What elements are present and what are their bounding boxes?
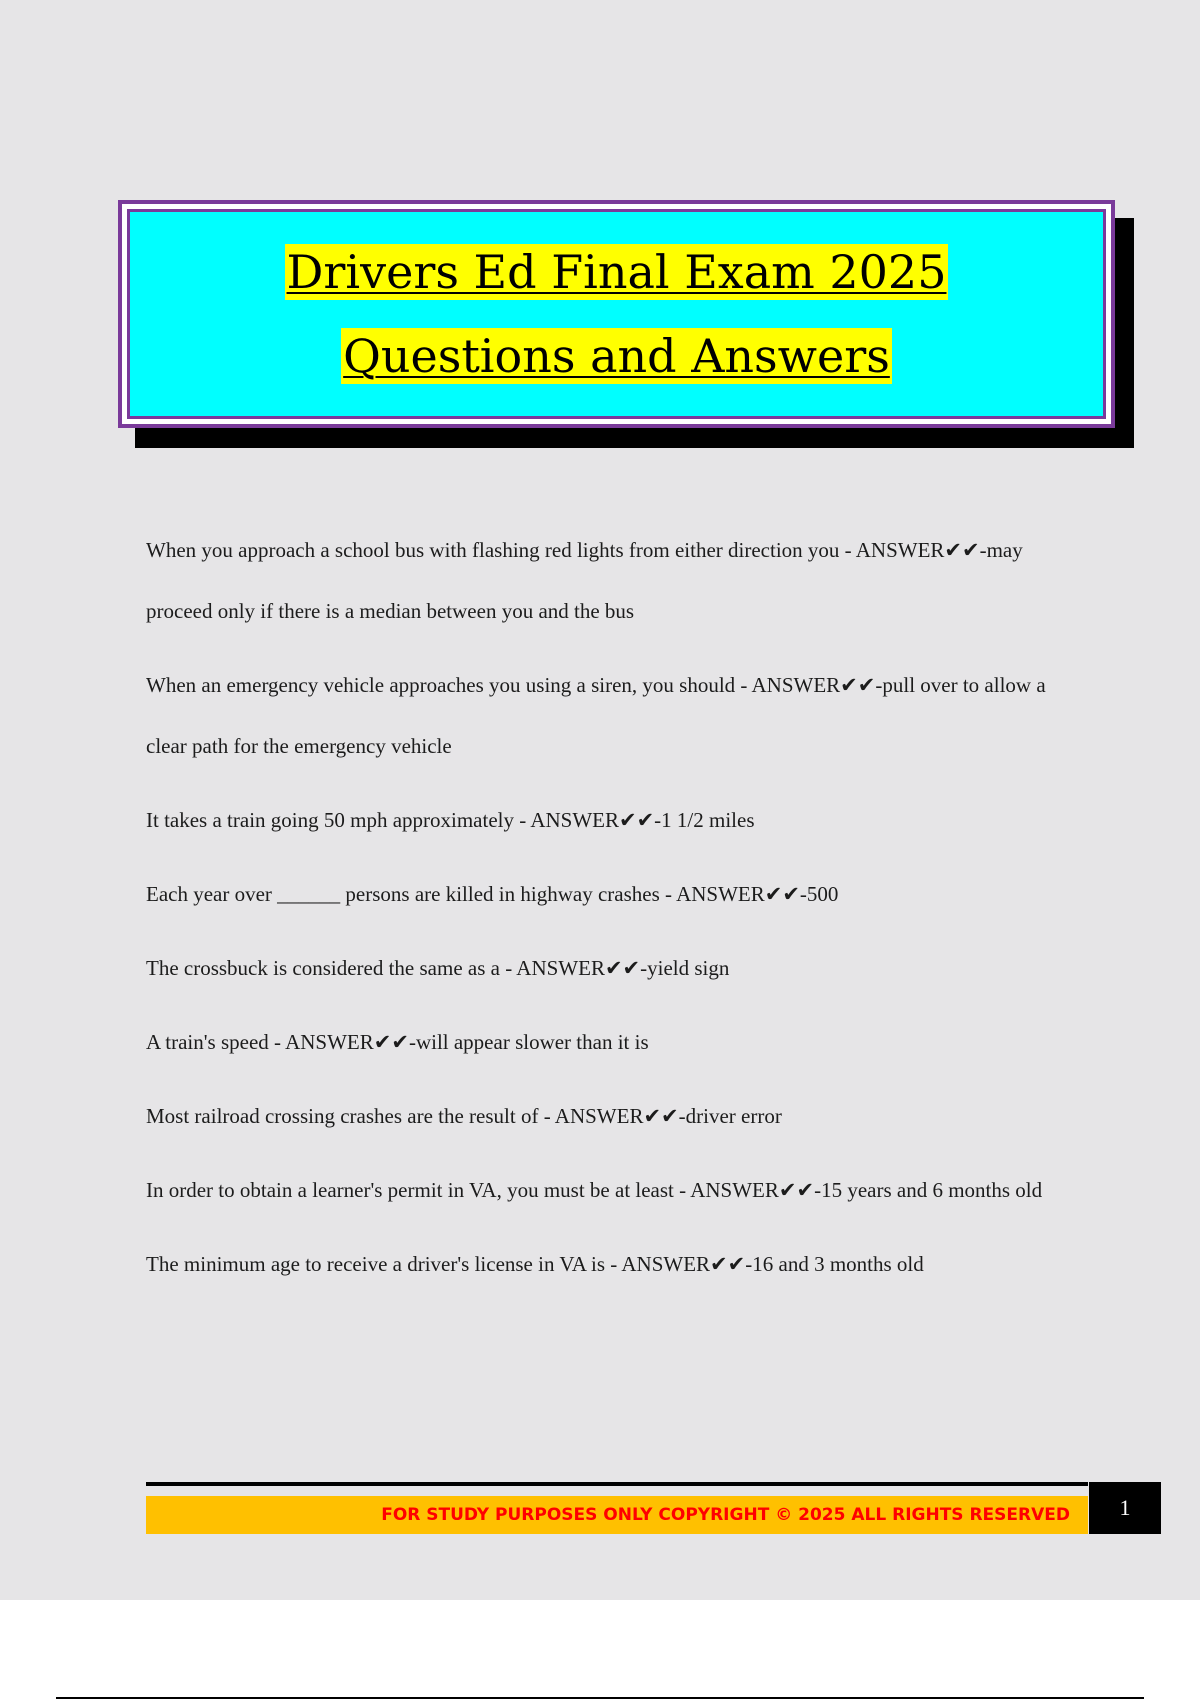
qa-item: When an emergency vehicle approaches you using a siren, you should - ANSWER✔✔-pull over to allow a clear path for the emergency vehicle (146, 673, 1046, 758)
question-answer-list (146, 520, 1086, 1308)
page-number-box (1089, 1482, 1161, 1534)
qa-item: The minimum age to receive a driver's license in VA is - ANSWER✔✔-16 and 3 months old (146, 1252, 924, 1276)
page-number: 1 (1119, 1495, 1131, 1520)
next-page-rule (56, 1697, 1144, 1699)
title-line-1: Drivers Ed Final Exam 2025 (286, 245, 947, 299)
qa-item: When you approach a school bus with flashing red lights from either direction you - ANSWER✔✔-may proceed only if there is a median between you and the bus (146, 538, 1023, 623)
footer-copyright: FOR STUDY PURPOSES ONLY COPYRIGHT © 2025 ALL RIGHTS RESERVED (381, 1505, 1070, 1525)
qa-item: Each year over ______ persons are killed in highway crashes - ANSWER✔✔-500 (146, 882, 839, 906)
title-box-inner (127, 209, 1106, 419)
footer-bar (146, 1496, 1088, 1534)
qa-item: Most railroad crossing crashes are the result of - ANSWER✔✔-driver error (146, 1104, 782, 1128)
footer-rule (146, 1482, 1088, 1486)
qa-item: The crossbuck is considered the same as a - ANSWER✔✔-yield sign (146, 956, 730, 980)
qa-item: A train's speed - ANSWER✔✔-will appear slower than it is (146, 1030, 649, 1054)
title-line-2: Questions and Answers (343, 329, 890, 383)
title-box (118, 200, 1115, 428)
qa-item: It takes a train going 50 mph approximately - ANSWER✔✔-1 1/2 miles (146, 808, 755, 832)
qa-item: In order to obtain a learner's permit in VA, you must be at least - ANSWER✔✔-15 years and 6 months old (146, 1178, 1043, 1202)
